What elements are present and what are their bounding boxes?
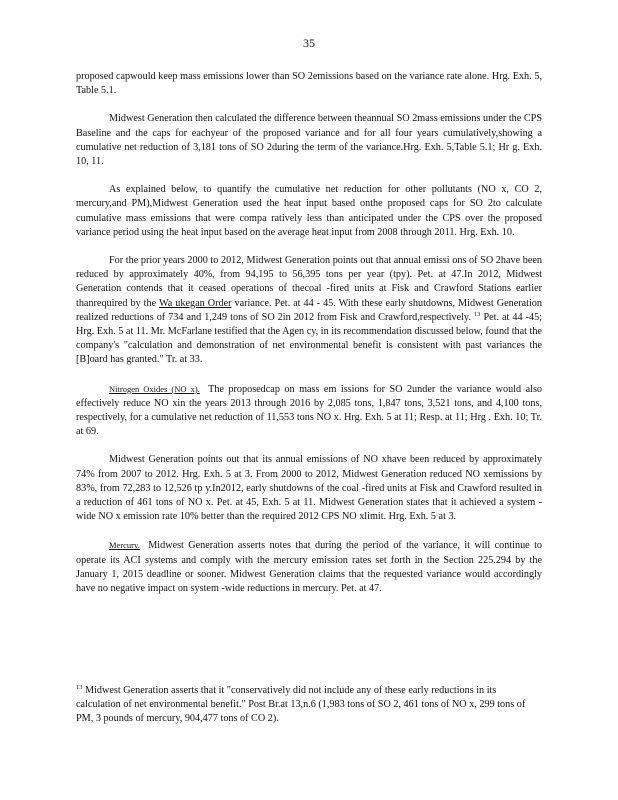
section-heading-mercury: Mercury. bbox=[109, 540, 140, 551]
paragraph-heat-input bbox=[76, 183, 542, 240]
paragraph-prior-years bbox=[76, 254, 542, 368]
footnote-reference[interactable]: 13 bbox=[473, 310, 481, 318]
paragraph-nox-reductions bbox=[76, 453, 542, 524]
paragraph-text: The proposedcap on mass em issions for SO 2under the variance would also effectively reduce NO xin the years 2013 through 2016 by 2,085 tons, 1,847 tons, 3,521 tons, and 4,100 tons, respectively, for a cumulative net reduction of 11,553 tons NO x. Hrg. Exh. 5 at 11; Resp. at 11; Hrg . Exh. 10; Tr. at 69. bbox=[76, 383, 542, 438]
paragraph-text: proposed capwould keep mass emissions lower than SO 2emissions based on the variance rate alone. Hrg. Exh. 5, Table 5.1. bbox=[76, 71, 542, 97]
footnote bbox=[76, 684, 542, 727]
paragraph-continuation bbox=[76, 70, 542, 98]
paragraph-text: For the prior years 2000 to 2012, Midwest Generation points out that annual emissi ons of SO 2have been reduced by approximately 40%, from 94,195 to 56,395 tons per year (tpy). Pet. at 47.In 2012, Midwest Generation contends that it ceased operations of thecoal -fired units at Fisk and Crawford Stations earlier thanrequired by the bbox=[76, 255, 542, 309]
paragraph-text: Midwest Generation asserts notes that during the period of the variance, it will continue to operate its ACI systems and comply with the mercury emission rates set forth in the Section 225.294 by the January 1, 2015 deadline or sooner. Midwest Generation claims that the requested variance would accordingly have no negative impact on system -wide reductions in mercury. Pet. at 47. bbox=[76, 540, 542, 595]
footnote-number: 13 bbox=[76, 684, 83, 691]
paragraph-text: variance. Pet. at 44 - 45. With these early shutdowns, Midwest Generation realized reductions of 734 and 1,249 tons of SO 2in 2012 from Fisk and Crawford,respectively. bbox=[76, 297, 542, 323]
footnote-text: Midwest Generation asserts that it "conservatively did not include any of these early reductions in its calculation of net environmental benefit." Post Br.at 13,n.6 (1,983 tons of SO 2, 461 tons of NO x, 299 tons of PM, 3 pounds of mercury, 904,477 tons of CO 2). bbox=[76, 685, 526, 725]
footnote-13 bbox=[76, 684, 542, 727]
page-body bbox=[76, 70, 542, 610]
section-heading-nitrogen-oxides: Nitrogen Oxides (NO x). bbox=[109, 383, 200, 394]
page-number: 35 bbox=[303, 36, 315, 50]
paragraph-nitrogen-oxides bbox=[76, 382, 542, 440]
paragraph-text: As explained below, to quantify the cumulative net reduction for other pollutants (NO x, CO 2, mercury,and PM),Midwest Generation used the heat input based onthe proposed caps for SO 2to calculate cumulative mass emissions that were compa ratively less than anticipated under the CPS over the proposed variance period using the heat input based on the average heat input from 2008 through 2011. Hrg. Exh. 10. bbox=[76, 184, 542, 238]
paragraph-mercury bbox=[76, 538, 542, 596]
paragraph-text: Midwest Generation points out that its annual emissions of NO xhave been reduced by approximately 74% from 2007 to 2012. Hrg. Exh. 5 at 3. From 2000 to 2012, Midwest Generation reduced NO xemissions by 83%, from 72,283 to 12,526 tp y.In2012, early shutdowns of the coal -fired units at Fisk and Crawford resulted in a reduction of 461 tons of NO x. Pet. at 45, Exh. 5 at 11. Midwest Generation states that it achieved a system -wide NO x emission rate 10% better than the required 2012 CPS NO xlimit. Hrg. Exh. 5 at 3. bbox=[76, 454, 542, 523]
waukegan-order-text: Wa ukegan Order bbox=[158, 297, 232, 309]
paragraph-text: Midwest Generation then calculated the difference between theannual SO 2mass emissions under the CPS Baseline and the caps for eachyear of the proposed variance and for all four years cumulatively,showing a cumulative net reduction of 3,181 tons of SO 2during the term of the variance.Hrg. Exh. 5,Table 5.1; Hr g. Exh. 10, 11. bbox=[76, 113, 542, 168]
paragraph-so2-cps-baseline bbox=[76, 112, 542, 169]
paragraph-text: Pet. at 44 -45; Hrg. Exh. 5 at 11. Mr. McFarlane testified that the Agen cy, in its recommendation discussed below, found that the company's "calculation and demonstration of net environmental benefit is consistent with past variances the [B]oard has granted." Tr. at 33. bbox=[76, 311, 542, 366]
